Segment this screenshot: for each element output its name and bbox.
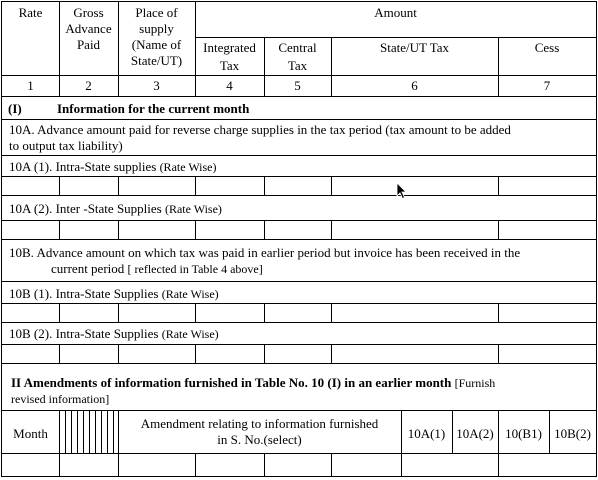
header-line: Place of [135, 5, 178, 20]
row-10a2-label: 10A (2). Inter -State Supplies [9, 201, 165, 216]
rule-10b1-entry-bottom [1, 322, 597, 323]
section-i-title: Information for the current month [57, 101, 250, 116]
entry-sep [59, 176, 60, 196]
header-line: Tax [287, 58, 308, 73]
row-10b2 [9, 326, 219, 342]
entry-sep [264, 344, 265, 364]
header-line: Gross [73, 5, 104, 20]
rule-10b1-bottom [1, 303, 597, 304]
entry-sep [195, 303, 196, 323]
rule-10b-bottom [1, 281, 597, 282]
entry-sep [195, 344, 196, 364]
header-cess: Cess [534, 40, 560, 55]
entry-sep [498, 303, 499, 323]
header-place-of-supply [118, 5, 195, 69]
section-i-label: (I) [8, 101, 22, 116]
entry-sep [264, 303, 265, 323]
amend-hatch [89, 410, 90, 454]
header-gross-advance-paid [59, 5, 118, 53]
row-10a1 [9, 159, 217, 175]
col-number: 1 [27, 78, 34, 93]
row-10b2-suffix: (Rate Wise) [161, 327, 219, 341]
border-right [596, 1, 597, 477]
rule-10a-bottom [1, 155, 597, 156]
header-amount: Amount [374, 5, 417, 20]
row-10b-line2-suffix: [ reflected in Table 4 above] [127, 262, 263, 276]
entry-sep [59, 220, 60, 240]
row-10b1-label: 10B (1). Intra-State Supplies [9, 286, 162, 301]
rule-10a2-bottom [1, 220, 597, 221]
section-ii-title: II Amendments of information furnished in Table No. 10 (I) in an earlier month [11, 375, 455, 390]
header-line: Integrated [203, 40, 256, 55]
amend-hatch [71, 410, 72, 454]
rule-amount-sub [195, 37, 597, 38]
amend-sep [498, 410, 499, 477]
amendment-option-10a1[interactable]: 10A(1) [407, 426, 446, 441]
rule-10a1-bottom [1, 176, 597, 177]
row-10b-line2-label: current period [51, 261, 128, 276]
row-10a1-suffix: (Rate Wise) [159, 160, 217, 174]
amend-hatch [65, 410, 66, 454]
amend-hatch [77, 410, 78, 454]
row-10b-line1: 10B. Advance amount on which tax was paid in earlier period but invoice has been received in the [9, 245, 521, 260]
entry-sep [331, 176, 332, 196]
mouse-cursor-icon [396, 182, 408, 200]
entry-sep [331, 303, 332, 323]
amendment-relating [118, 416, 401, 448]
section-ii-line1 [11, 375, 495, 391]
entry-sep [59, 303, 60, 323]
col-number: 3 [153, 78, 160, 93]
entry-sep [498, 344, 499, 364]
row-10a1-label: 10A (1). Intra-State supplies [9, 159, 160, 174]
entry-sep [118, 303, 119, 323]
row-10a2-suffix: (Rate Wise) [164, 202, 222, 216]
header-line: State/UT) [130, 53, 183, 68]
section-ii-note: [Furnish [454, 376, 496, 390]
amend-sep [401, 410, 402, 477]
amend-sep [331, 453, 332, 477]
row-10a-line1: 10A. Advance amount paid for reverse charge supplies in the tax period (tax amount to be added [9, 122, 511, 137]
entry-sep [195, 220, 196, 240]
entry-sep [118, 344, 119, 364]
entry-sep [498, 220, 499, 240]
header-line: Paid [76, 37, 101, 52]
row-10b2-label: 10B (2). Intra-State Supplies [9, 326, 162, 341]
entry-sep [118, 176, 119, 196]
header-state-ut-tax: State/UT Tax [379, 40, 450, 55]
amend-hatch [107, 410, 108, 454]
border-top [1, 1, 597, 2]
col-number: 7 [543, 78, 551, 93]
amendment-relating-line: Amendment relating to information furnished [140, 416, 379, 431]
rule-section-i-bottom [1, 119, 597, 120]
header-line: Tax [219, 58, 240, 73]
header-line: Central [278, 40, 317, 55]
entry-sep [59, 344, 60, 364]
entry-sep [264, 220, 265, 240]
rule-header-bottom [1, 75, 597, 76]
amendment-month: Month [13, 426, 48, 441]
header-line: (Name of [131, 37, 182, 52]
col-number: 2 [85, 78, 92, 93]
border-left [1, 1, 2, 477]
amend-hatch [95, 410, 96, 454]
col-number: 5 [294, 78, 301, 93]
entry-sep [331, 344, 332, 364]
amendment-option-10b2[interactable]: 10B(2) [554, 426, 591, 441]
entry-sep [264, 176, 265, 196]
rule-10a2-entry-bottom [1, 239, 597, 240]
rule-colnum-bottom [1, 96, 597, 97]
header-line: Advance [65, 21, 112, 36]
rule-amendment-bottom [1, 453, 597, 454]
border-bottom [1, 476, 597, 477]
header-integrated-tax [195, 40, 264, 74]
amend-hatch [101, 410, 102, 454]
header-rate: Rate [18, 5, 43, 20]
row-10b-line2 [51, 261, 263, 277]
col-number: 4 [226, 78, 233, 93]
entry-sep [498, 176, 499, 196]
entry-sep [331, 220, 332, 240]
rule-10b2-entry-bottom [1, 363, 597, 364]
amendment-relating-line: in S. No.(select) [217, 432, 302, 447]
amendment-option-10a2[interactable]: 10A(2) [456, 426, 494, 441]
col-number: 6 [411, 78, 418, 93]
rule-10b2-bottom [1, 344, 597, 345]
header-line: supply [139, 21, 174, 36]
amend-sep [59, 410, 60, 477]
row-10a-line2: to output tax liability) [9, 138, 123, 153]
rule-section-ii-bottom [1, 410, 597, 411]
amend-hatch [113, 410, 114, 454]
header-central-tax [264, 40, 331, 74]
amend-sep [195, 453, 196, 477]
entry-sep [195, 176, 196, 196]
amend-hatch [83, 410, 84, 454]
amend-sep [264, 453, 265, 477]
row-10b1 [9, 286, 219, 302]
section-ii-note-line2: revised information] [11, 392, 110, 406]
row-10b1-suffix: (Rate Wise) [161, 287, 219, 301]
rule-10a1-entry-bottom [1, 195, 597, 196]
row-10a2 [9, 201, 222, 217]
amendment-option-10b1[interactable]: 10(B1) [505, 426, 542, 441]
entry-sep [118, 220, 119, 240]
